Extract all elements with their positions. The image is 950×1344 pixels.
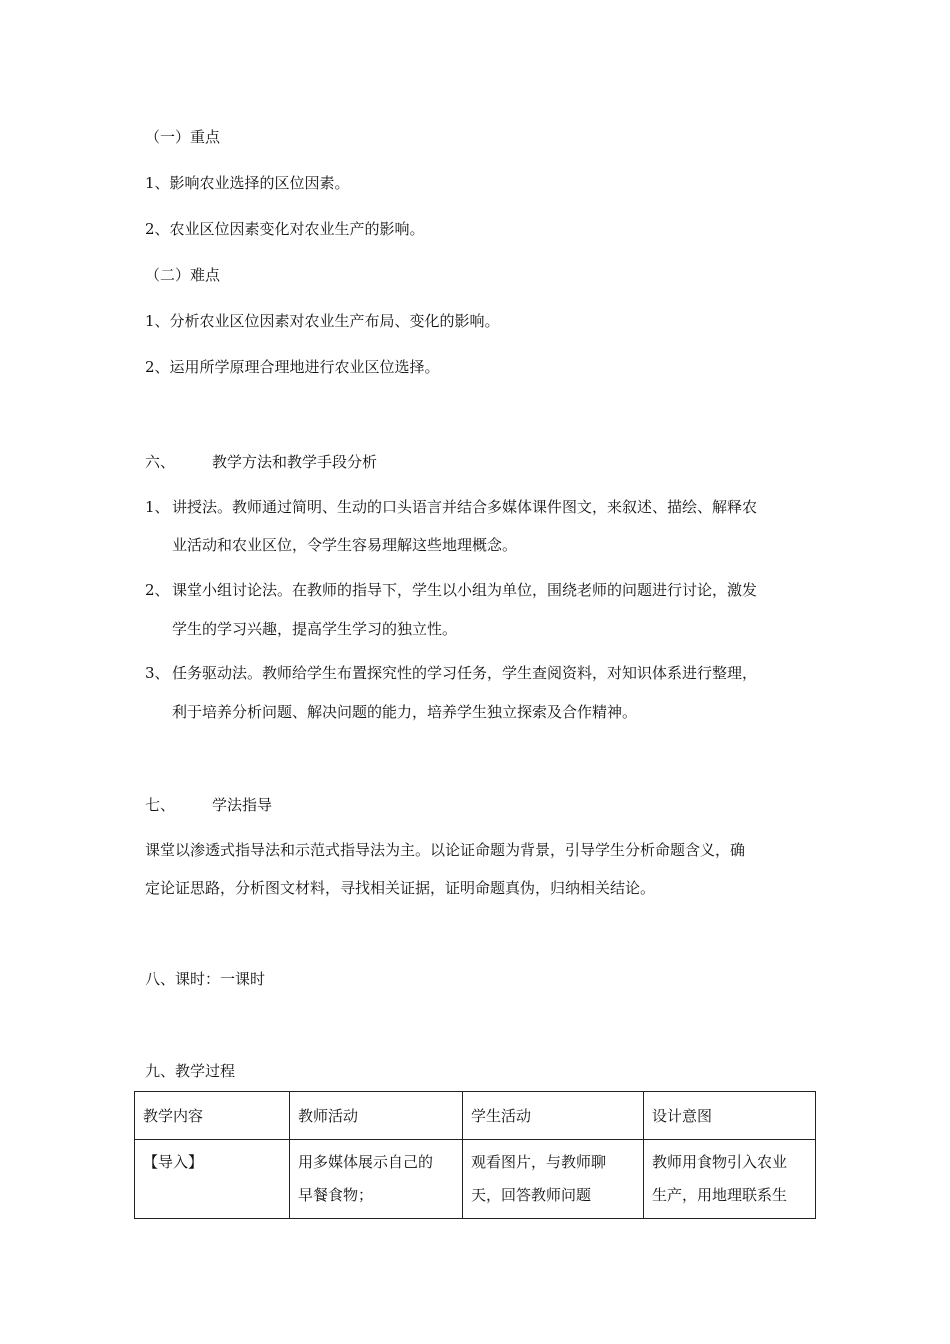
method-2-number: 2、 <box>145 581 170 599</box>
header-content: 教学内容 <box>135 1092 290 1140</box>
cell-student <box>463 1140 644 1219</box>
cell-intent <box>644 1140 816 1219</box>
cell-teacher-line2: 早餐食物； <box>298 1186 374 1204</box>
difficulty-heading: （二）难点 <box>145 266 221 284</box>
cell-content <box>135 1140 290 1219</box>
focus-item-2: 2、农业区位因素变化对农业生产的影响。 <box>145 220 425 238</box>
method-3-line1: 任务驱动法。教师给学生布置探究性的学习任务，学生查阅资料，对知识体系进行整理， <box>172 664 758 682</box>
method-1-line2: 业活动和农业区位，令学生容易理解这些地理概念。 <box>172 536 518 554</box>
cell-content-text: 【导入】 <box>143 1153 204 1171</box>
table-header-row <box>135 1092 816 1140</box>
study-guide-line2: 定论证思路，分析图文材料，寻找相关证据，证明命题真伪，归纳相关结论。 <box>145 879 656 897</box>
header-intent: 设计意图 <box>644 1092 816 1140</box>
method-3-number: 3、 <box>145 664 170 682</box>
cell-student-line1: 观看图片，与教师聊 <box>471 1153 607 1171</box>
method-2-line1: 课堂小组讨论法。在教师的指导下，学生以小组为单位，围绕老师的问题进行讨论，激发 <box>172 581 758 599</box>
class-hours: 八、课时：一课时 <box>145 970 266 988</box>
difficulty-item-1: 1、分析农业区位因素对农业生产布局、变化的影响。 <box>145 312 500 330</box>
section6-title: 教学方法和教学手段分析 <box>212 453 378 471</box>
difficulty-item-2: 2、运用所学原理合理地进行农业区位选择。 <box>145 358 440 376</box>
table-row <box>135 1140 816 1219</box>
method-3-line2: 利于培养分析问题、解决问题的能力，培养学生独立探索及合作精神。 <box>172 703 638 721</box>
cell-teacher-line1: 用多媒体展示自己的 <box>298 1153 434 1171</box>
cell-intent-line2: 生产，用地理联系生 <box>652 1186 788 1204</box>
section6-number: 六、 <box>145 453 176 471</box>
teaching-process-table <box>134 1091 816 1219</box>
section7-number: 七、 <box>145 796 176 814</box>
cell-intent-line1: 教师用食物引入农业 <box>652 1153 788 1171</box>
study-guide-line1: 课堂以渗透式指导法和示范式指导法为主。以论证命题为背景，引导学生分析命题含义，确 <box>145 841 746 859</box>
section7-title: 学法指导 <box>212 796 273 814</box>
header-teacher: 教师活动 <box>290 1092 463 1140</box>
focus-heading: （一）重点 <box>145 128 221 146</box>
method-1-line1: 讲授法。教师通过简明、生动的口头语言并结合多媒体课件图文，来叙述、描绘、解释农 <box>172 498 758 516</box>
header-student: 学生活动 <box>463 1092 644 1140</box>
section9-title: 九、教学过程 <box>145 1062 236 1080</box>
cell-teacher <box>290 1140 463 1219</box>
cell-student-line2: 天，回答教师问题 <box>471 1186 592 1204</box>
method-2-line2: 学生的学习兴趣，提高学生学习的独立性。 <box>172 620 458 638</box>
focus-item-1: 1、影响农业选择的区位因素。 <box>145 174 350 192</box>
method-1-number: 1、 <box>145 498 170 516</box>
